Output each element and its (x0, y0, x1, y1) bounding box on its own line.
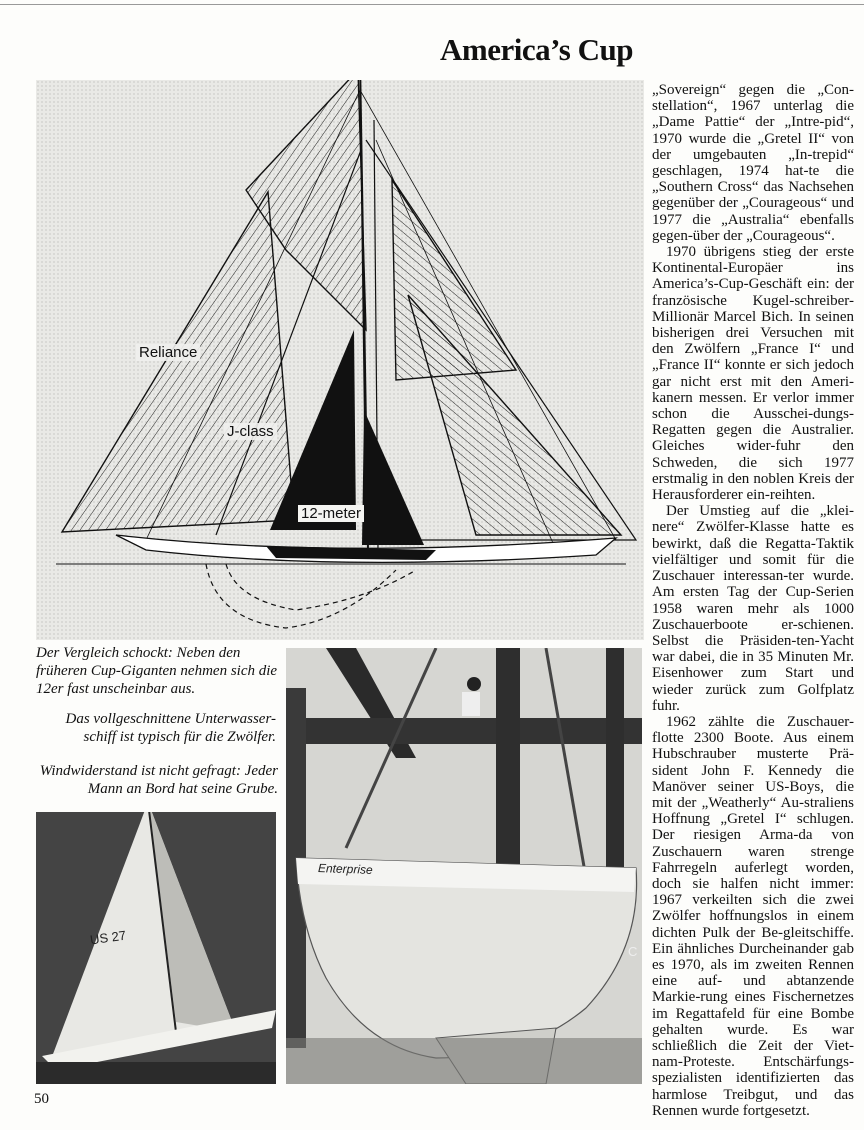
article-paragraph-3: Der Umstieg auf die „klei-nere“ Zwölfer-Klasse hatte es bewirkt, daß die Regatta-Taktik vielfältiger und somit für die Zuschauer interessan-ter wurde. Am ersten Tag der Cup-Serien 1958 waren mehr als 1000 Zuschauerboote er-schienen. Selbst die Präsiden-ten-Yacht war dabei, die in 35 Minuten Mr. Eisenhower zum Start und wieder zurück zum Golfplatz fuhr. (652, 503, 854, 714)
article-column (652, 82, 854, 1119)
label-12-meter: 12-meter (298, 505, 364, 522)
sail-number: US 27 (89, 927, 128, 948)
keel-outline-dashed (226, 564, 416, 610)
sail-plan-drawing (36, 80, 644, 640)
photo-enterprise-hull (286, 648, 642, 1084)
caption-wind: Windwiderstand ist nicht gefragt: Jeder Mann an Bord hat seine Grube. (39, 763, 278, 797)
photo-racing-yacht (36, 812, 276, 1084)
article-paragraph-1: „Sovereign“ gegen die „Con-stellation“, 1967 unterlag die „Dame Pattie“ der „Intre-pid“, 1970 wurde die „Gretel II“ von der umgebauten „In-trepid“ geschlagen, 1974 hat-te die „Southern Cross“ das Nachsehen gegenüber der „Courageous“ und 1977 die „Australia“ ebenfalls gegen-über der „Courageous“. (652, 82, 854, 244)
page-title: America’s Cup (440, 32, 633, 67)
twelve-meter-jib (362, 410, 424, 545)
caption-comparison: Der Vergleich schockt: Neben den früheren Cup-Giganten nehmen sich die 12er fast unscheinbar aus. (36, 645, 278, 697)
hull-name: Enterprise (317, 861, 373, 877)
side-letter: C (628, 944, 638, 959)
reliance-mainsail (62, 192, 294, 532)
article-paragraph-4: 1962 zählte die Zuschauer-flotte 2300 Boote. Aus einem Hubschrauber musterte Prä-sident John F. Kennedy die Manöver seiner US-Boys, die mit der „Weatherly“ Au-straliens Hoffnung „Gretel I“ schlugen. Der riesigen Arma-da von Zuschauern waren strenge Fahrregeln auferlegt worden, doch sie halfen nicht immer: 1967 verkeilten sich die zwei Zwölfer hoffnungslos in einem dichten Pulk der Be-gleitschiffe. Ein ähnliches Durcheinander gab es 1970, als im zweiten Rennen eine auf- und abtanzende Markie-rung eines Fischernetzes im Regattafeld für eine Bombe gehalten wurde. Es war schließlich die Zeit der Viet-nam-Proteste. Entschärfungs-spezialisten identifizierten das harmlose Treibgut, und das Rennen wurde fortgesetzt. (652, 713, 854, 1119)
page-number: 50 (34, 1091, 49, 1107)
label-jclass: J-class (224, 423, 277, 440)
sail-comparison-diagram (36, 80, 644, 640)
top-rule (0, 4, 864, 5)
article-paragraph-2: 1970 übrigens stieg der erste Kontinental-Europäer ins America’s-Cup-Geschäft ein: der französische Kugel-schreiber-Millionär Marcel Bich. In seinen bisherigen drei Versuchen mit den Zwölfern „France I“ und „France II“ konnte er sich jedoch gar nicht erst mit den Ameri-kanern messen. Er verlor immer schon die Ausschei-dungs-Regatten gegen die Australier. Gleiches wider-fuhr den Schweden, die sich 1977 erstmalig in den noblen Kreis der Herausforderer ein-reihten. (652, 244, 854, 504)
caption-hull: Das vollgeschnittene Unterwasser-schiff ist typisch für die Zwölfer. (65, 711, 276, 745)
dock-beam (286, 718, 642, 744)
label-reliance: Reliance (136, 344, 200, 361)
reliance-jib (408, 295, 621, 535)
